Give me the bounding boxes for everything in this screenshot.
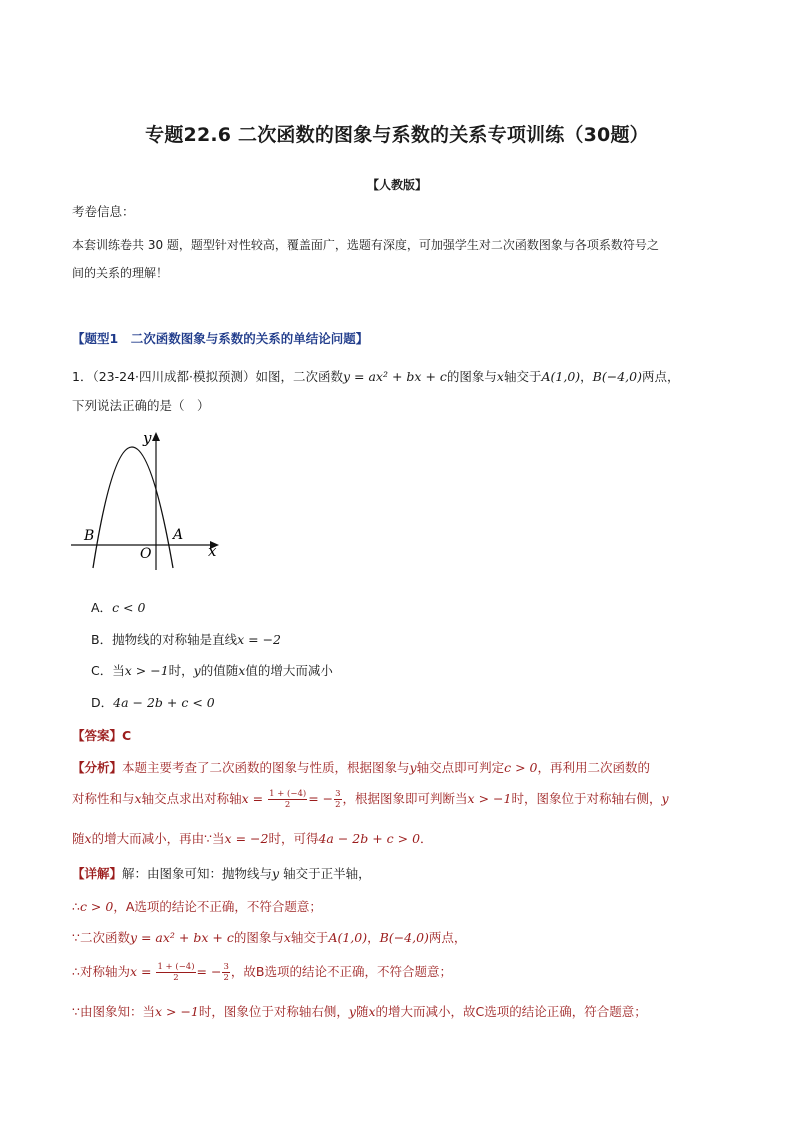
math-expr: 4a − 2b + c > 0 — [318, 831, 421, 846]
question-stem — [72, 367, 679, 385]
math-var: x — [84, 831, 92, 846]
intro-line-1: 本套训练卷共 30 题，题型针对性较高，覆盖面广，选题有深度，可加强学生对二次函数图象与各项系数符号之 — [72, 238, 659, 252]
analysis-line-3 — [72, 829, 433, 847]
analysis-text: ，根据图象即可判断当 — [342, 791, 468, 806]
y-axis-label: y — [143, 429, 152, 447]
option-math: x = −2 — [237, 632, 281, 647]
option-math: x > −1 — [124, 663, 169, 678]
math-expr: x = — [241, 791, 264, 806]
option-math: x — [238, 663, 246, 678]
option-text: 当 — [112, 663, 125, 678]
math-expr: x > −1 — [154, 1004, 199, 1019]
point-b-label: B — [84, 528, 95, 544]
stem-text: 两点， — [641, 369, 680, 384]
analysis-text: 本题主要考查了二次函数的图象与性质，根据图象与 — [122, 760, 410, 775]
detail-text: 两点， — [428, 930, 467, 945]
math-expr: x > −1 — [467, 791, 512, 806]
math-expr: x = −2 — [224, 831, 269, 846]
option-key: A． — [91, 600, 113, 615]
analysis-text: 时，图象位于对称轴右侧， — [511, 791, 662, 806]
fraction: $\frac{3}{2}$ — [223, 962, 229, 983]
point-a: A(1,0) — [541, 369, 581, 384]
intro-line-2: 间的关系的理解！ — [72, 266, 169, 280]
option-key: D． — [91, 695, 114, 710]
parabola-graph — [66, 425, 226, 575]
detail-text: ∵由图象知：当 — [72, 1004, 155, 1019]
analysis-text: 轴交点即可判定 — [416, 760, 505, 775]
answer-label: 【答案】 — [72, 728, 123, 743]
question-number: 1． — [72, 369, 93, 384]
option-key: B． — [91, 632, 113, 647]
stem-text: ， — [580, 369, 593, 384]
option-b[interactable] — [91, 630, 281, 648]
math-var: x — [368, 1004, 376, 1019]
analysis-line-2 — [72, 789, 669, 810]
detail-text: 的图象与 — [233, 930, 284, 945]
y-axis-arrow — [152, 432, 160, 441]
intro-label: 考卷信息： — [72, 204, 135, 219]
math-expr: x = — [129, 964, 152, 979]
detail-text: ∴ — [72, 899, 80, 914]
analysis-line-1 — [72, 758, 650, 776]
analysis-text: 轴交点求出对称轴 — [141, 791, 242, 806]
math-expr: A(1,0) — [328, 930, 368, 945]
option-c[interactable] — [91, 661, 333, 679]
math-expr: = − — [308, 791, 334, 806]
math-var: y — [272, 866, 280, 881]
detail-line-5 — [72, 1002, 647, 1020]
detail-text: ∴对称轴为 — [72, 964, 130, 979]
option-text: 时， — [168, 663, 194, 678]
option-key: C． — [91, 663, 113, 678]
answer-line — [72, 726, 131, 744]
analysis-text: 的增大而减小，再由∵当 — [91, 831, 225, 846]
page-title: 专题22.6 二次函数的图象与系数的关系专项训练（30题） — [145, 124, 649, 146]
math-var: y — [661, 791, 669, 806]
analysis-text: 随 — [72, 831, 85, 846]
point-b: B(−4,0) — [592, 369, 642, 384]
function-formula: y = ax² + bx + c — [343, 369, 447, 384]
option-math: y — [193, 663, 201, 678]
answer-value: C — [122, 728, 132, 743]
analysis-text: 对称性和与 — [72, 791, 135, 806]
section-heading: 【题型1 二次函数图象与系数的关系的单结论问题】 — [72, 331, 369, 346]
option-text: 抛物线的对称轴是直线 — [112, 632, 238, 647]
detail-text: 轴交于 — [290, 930, 329, 945]
stem-text: 的图象与 — [446, 369, 497, 384]
detail-text: ， — [367, 930, 380, 945]
detail-text: ∵二次函数 — [72, 930, 130, 945]
parabola-curve — [93, 447, 173, 568]
analysis-text: ． — [420, 831, 433, 846]
question-source: （23-24·四川成都·模拟预测） — [92, 369, 256, 384]
detail-text: ，A选项的结论不正确，不符合题意； — [113, 899, 322, 914]
stem-text: 如图，二次函数 — [255, 369, 343, 384]
fraction: $\frac{1 + (-4)}{2}$ — [157, 962, 195, 983]
detail-label: 【详解】 — [72, 866, 123, 881]
detail-line-4 — [72, 962, 452, 983]
detail-text: 轴交于正半轴， — [279, 866, 371, 881]
detail-text: 解：由图象可知：抛物线与 — [122, 866, 273, 881]
point-a-label: A — [173, 527, 184, 543]
option-text: 的值随 — [200, 663, 239, 678]
question-line-2: 下列说法正确的是（ ） — [72, 398, 210, 413]
math-expr: = − — [196, 964, 222, 979]
option-d[interactable] — [91, 693, 215, 711]
option-a[interactable] — [91, 598, 145, 616]
detail-line-3 — [72, 928, 466, 946]
detail-text: 的增大而减小，故C选项的结论正确，符合题意； — [375, 1004, 647, 1019]
math-var: y — [409, 760, 417, 775]
option-text: 值的增大而减小 — [245, 663, 333, 678]
fraction: $\frac{1 + (-4)}{2}$ — [269, 789, 307, 810]
math-var: y — [348, 1004, 356, 1019]
analysis-text: ，再利用二次函数的 — [537, 760, 650, 775]
math-var: x — [496, 369, 504, 384]
detail-text: 随 — [355, 1004, 369, 1019]
fraction: $\frac{3}{2}$ — [335, 789, 341, 810]
math-expr: c > 0 — [504, 760, 538, 775]
detail-text: ，故B选项的结论不正确，不符合题意； — [230, 964, 452, 979]
option-math: 4a − 2b + c < 0 — [113, 695, 215, 710]
math-expr: y = ax² + bx + c — [129, 930, 234, 945]
math-expr: c > 0 — [79, 899, 114, 914]
stem-text: 轴交于 — [503, 369, 542, 384]
detail-line-1 — [72, 864, 371, 882]
detail-text: 时，图象位于对称轴右侧， — [198, 1004, 349, 1019]
x-axis-label: x — [208, 542, 217, 560]
origin-label: O — [140, 546, 152, 562]
math-var: x — [283, 930, 291, 945]
analysis-text: 时，可得 — [268, 831, 319, 846]
option-math: c < 0 — [112, 600, 146, 615]
edition-label: 【人教版】 — [366, 178, 427, 192]
detail-line-2 — [72, 897, 322, 915]
math-expr: B(−4,0) — [379, 930, 429, 945]
math-var: x — [134, 791, 142, 806]
analysis-label: 【分析】 — [72, 760, 123, 775]
